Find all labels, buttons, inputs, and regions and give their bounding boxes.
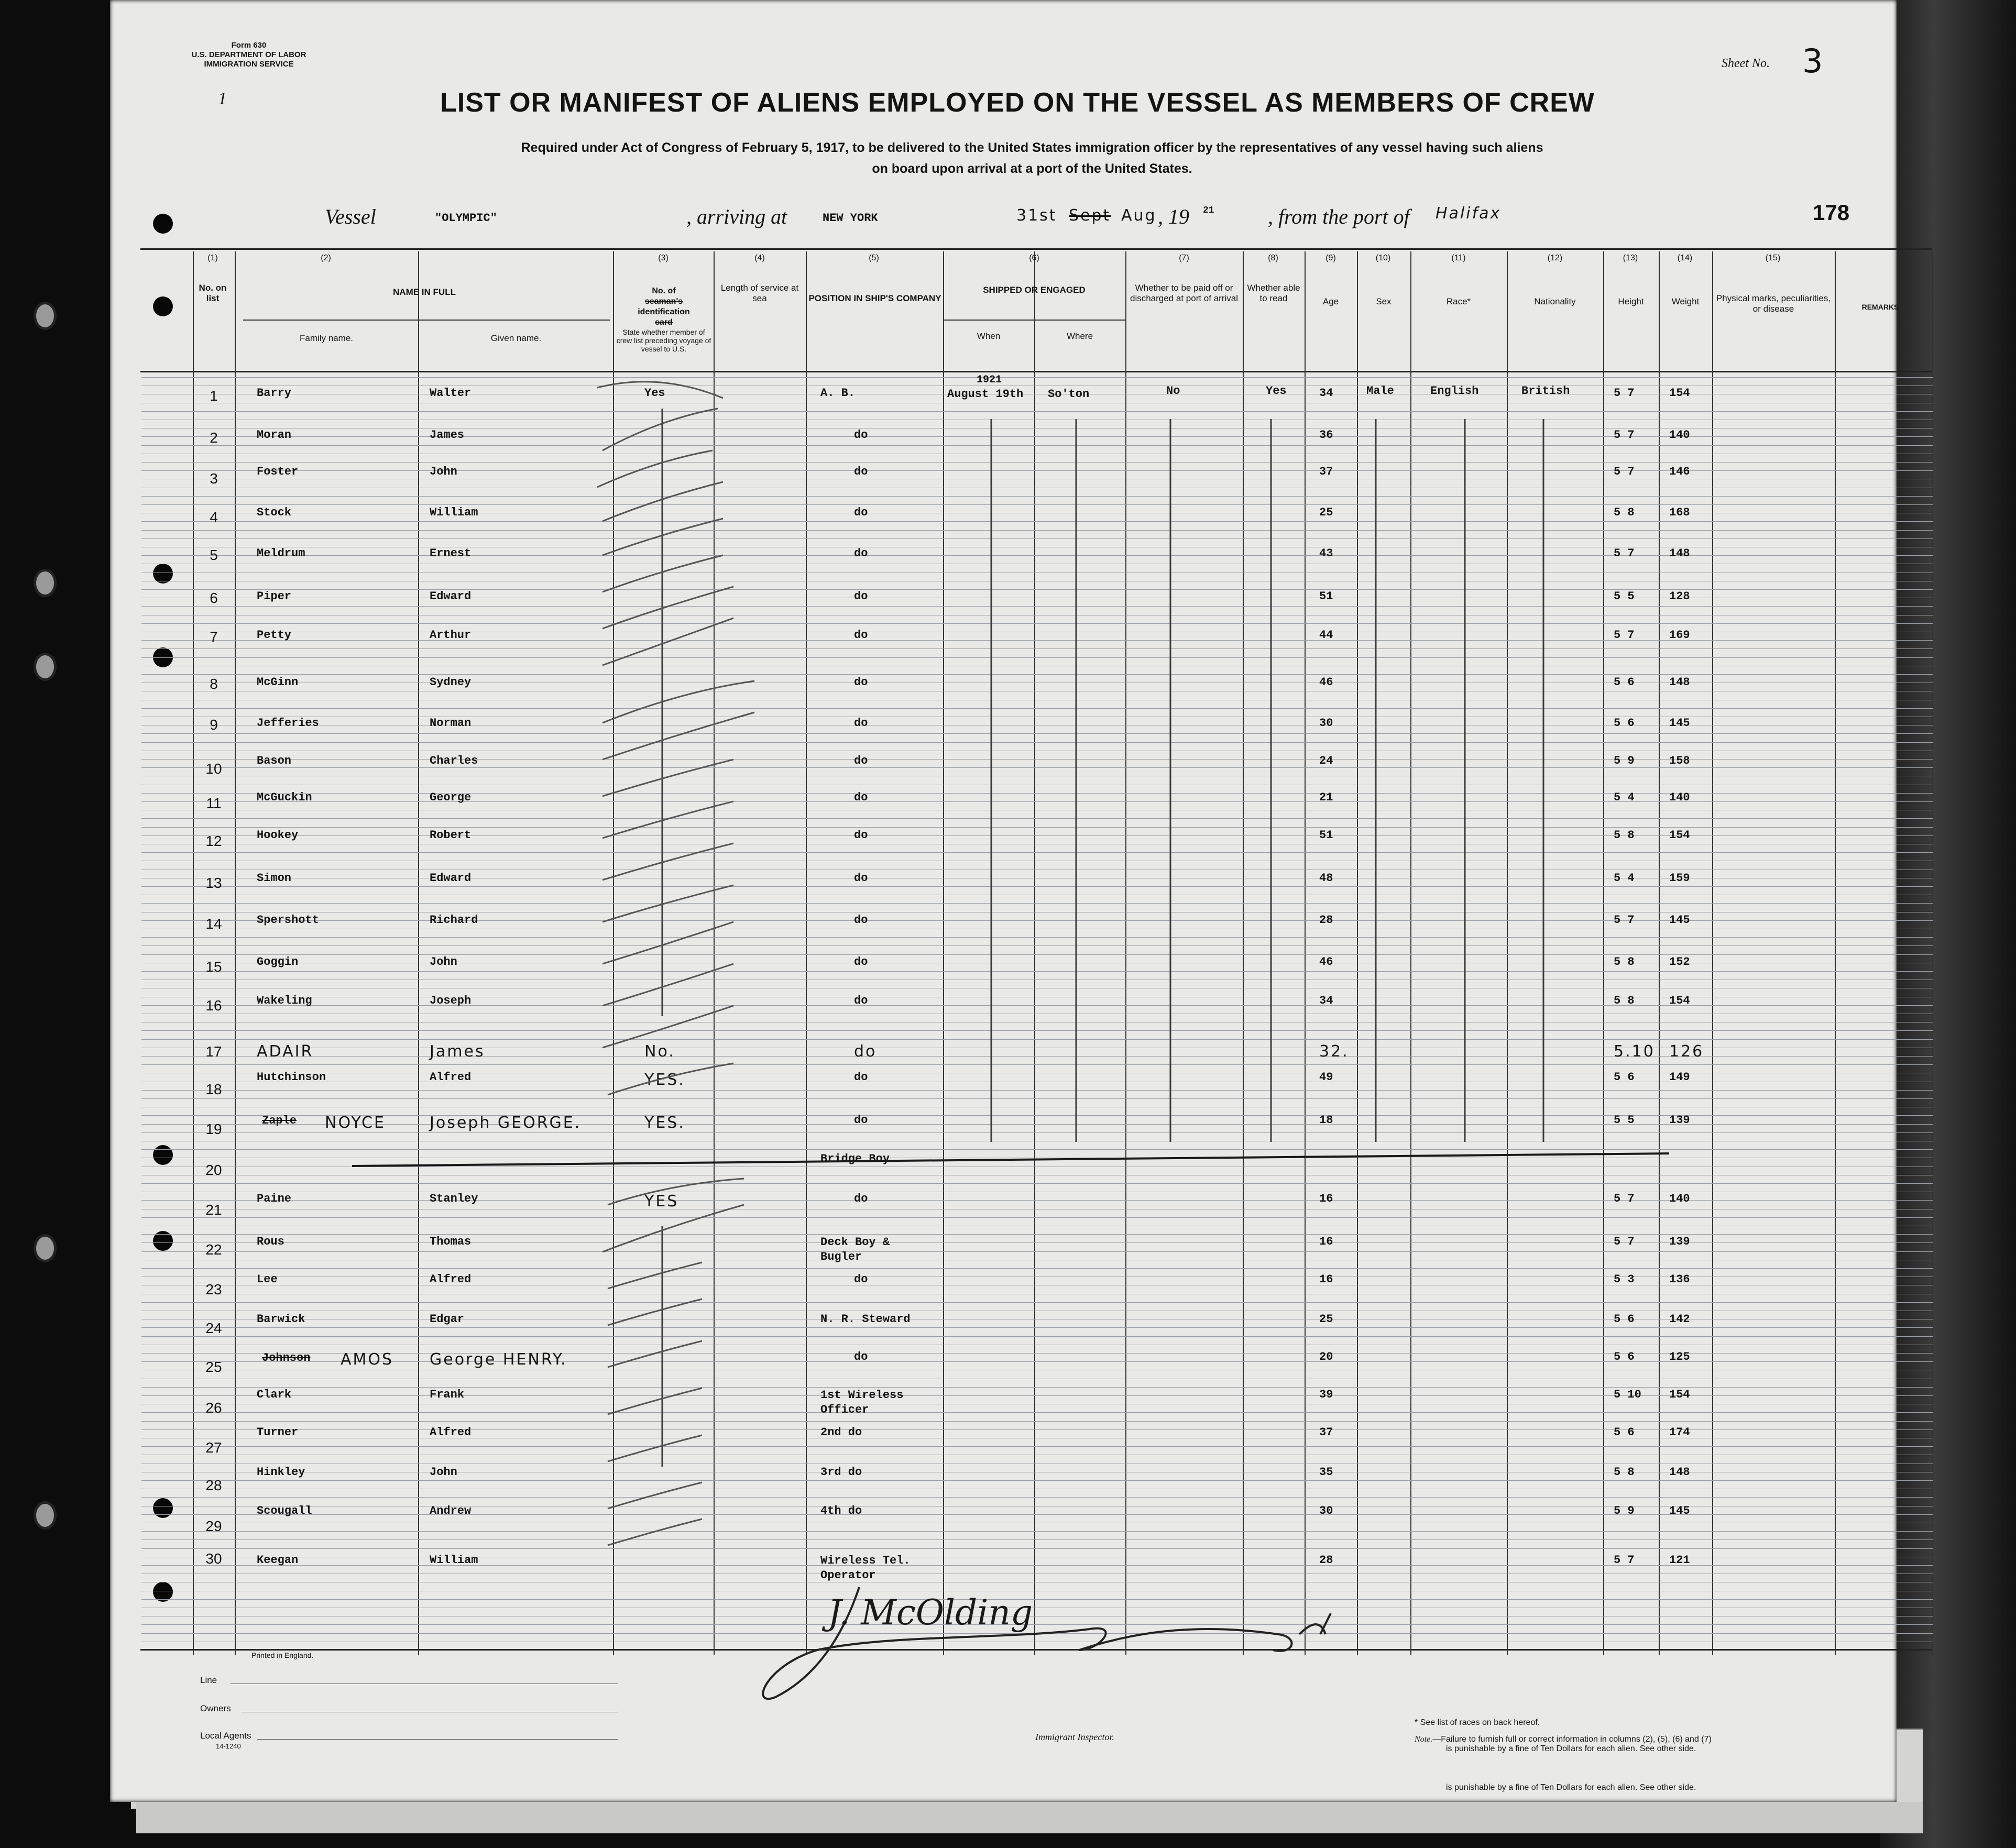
cell-height: 5 9	[1614, 754, 1635, 767]
cell-weight: 168	[1669, 506, 1690, 519]
header-able-to-read: Whether able to read	[1247, 283, 1300, 303]
cell-weight: 148	[1669, 547, 1690, 560]
cell-weight: 139	[1669, 1114, 1690, 1127]
cell-family: Paine	[257, 1192, 292, 1205]
row-number: 7	[210, 629, 218, 645]
cell-given: James	[430, 428, 465, 442]
cell-weight: 154	[1669, 994, 1690, 1007]
cell-given: Charles	[430, 754, 478, 767]
cell-position: do	[854, 1192, 868, 1205]
cell-age: 46	[1319, 955, 1333, 969]
ditto-lines	[662, 409, 1543, 1467]
cell-given: Edward	[430, 872, 472, 885]
cell-height: 5 7	[1614, 547, 1635, 560]
from-port: Halifax	[1436, 204, 1502, 223]
cell-position: do	[854, 791, 868, 804]
header-shipped: SHIPPED OR ENGAGED	[983, 285, 1086, 295]
arriving-port: NEW YORK	[823, 212, 878, 225]
row-number: 30	[205, 1550, 222, 1567]
cell-age: 25	[1319, 506, 1333, 519]
cell-age: 16	[1319, 1235, 1333, 1248]
cell-family: Scougall	[257, 1504, 312, 1517]
cell-height: 5 6	[1614, 1426, 1635, 1439]
cancellation-line	[352, 1153, 1669, 1166]
column-number: (1)	[207, 254, 218, 262]
cell-age: 39	[1319, 1388, 1333, 1401]
cell-family: Hinkley	[257, 1466, 305, 1479]
cell-given: George HENRY.	[430, 1350, 567, 1369]
cell-age: 46	[1319, 676, 1333, 689]
cell-height: 5 4	[1614, 872, 1635, 885]
date-day: 31st	[1016, 206, 1057, 225]
cell-weight: 140	[1669, 428, 1690, 442]
cell-given: John	[430, 955, 457, 969]
cell-height: 5.10	[1614, 1042, 1655, 1061]
sheet-label: Sheet No.	[1722, 57, 1770, 70]
cell-family: ADAIR	[257, 1042, 314, 1061]
footer-line-label: Line	[200, 1675, 217, 1685]
header-paid-off: Whether to be paid off or discharged at port of arrival	[1130, 283, 1238, 303]
cell-family: Clark	[257, 1388, 292, 1401]
footer-owners-label: Owners	[200, 1703, 231, 1713]
cell-family: Foster	[257, 465, 299, 478]
subtitle-line-2: on board upon arrival at a port of the United States.	[872, 161, 1192, 176]
cell-height: 5 6	[1614, 676, 1635, 689]
cell-family: Goggin	[257, 955, 299, 969]
cell-weight: 125	[1669, 1350, 1690, 1363]
cell-weight: 149	[1669, 1071, 1690, 1084]
row-number: 15	[205, 959, 222, 975]
cell-position: Wireless Tel. Operator	[820, 1554, 911, 1582]
cell-col3: No.	[644, 1042, 675, 1061]
cell-position: Bridge Boy	[820, 1152, 890, 1165]
cell-given: Thomas	[430, 1235, 472, 1248]
cell-family: Meldrum	[257, 547, 305, 560]
row1-where: So'ton	[1048, 388, 1090, 401]
col3-line-a: No. of	[652, 287, 676, 295]
cell-position: 1st Wireless Officer	[820, 1389, 904, 1416]
cell-position: 3rd do	[820, 1466, 862, 1479]
cell-height: 5 8	[1614, 829, 1635, 842]
cell-family: Lee	[257, 1273, 278, 1286]
cell-position: 2nd do	[820, 1426, 862, 1439]
cell-given: John	[430, 1466, 457, 1479]
cell-family: Barwick	[257, 1313, 305, 1326]
col3-struck-a: seaman's	[644, 297, 683, 306]
row-number: 24	[205, 1320, 222, 1336]
cell-age: 48	[1319, 872, 1333, 885]
cell-age: 51	[1319, 590, 1333, 603]
cell-family: Barry	[257, 387, 292, 400]
cell-height: 5 8	[1614, 994, 1635, 1007]
printed-in: Printed in England.	[251, 1651, 314, 1659]
col3-struck-b: identification	[638, 307, 690, 316]
cell-given: Frank	[430, 1388, 465, 1401]
cell-weight: 159	[1669, 872, 1690, 885]
cell-given: Robert	[430, 829, 472, 842]
cell-age: 32.	[1319, 1042, 1349, 1061]
cell-height: 5 7	[1614, 1192, 1635, 1205]
cell-position: do	[854, 465, 868, 478]
cell-position: do	[854, 872, 868, 885]
header-remarks: REMARKS	[1861, 303, 1899, 311]
cell-position: do	[854, 1042, 877, 1061]
cell-weight: 154	[1669, 829, 1690, 842]
row1-able-to-read: Yes	[1266, 384, 1287, 398]
struck-name-row25: Johnson	[262, 1351, 311, 1365]
note-line-3: is punishable by a fine of Ten Dollars for each alien. See other side.	[1446, 1783, 1696, 1792]
column-number: (10)	[1375, 254, 1391, 262]
form-number: Form 630	[231, 41, 267, 50]
row-number: 13	[205, 875, 222, 891]
row-number: 6	[210, 590, 218, 606]
column-number: (5)	[869, 254, 879, 262]
cell-given: Alfred	[430, 1426, 472, 1439]
vessel-name: "OLYMPIC"	[435, 212, 497, 225]
cell-family: Stock	[257, 506, 292, 519]
row-number: 19	[205, 1121, 222, 1137]
cell-given: Joseph	[430, 994, 472, 1007]
cell-weight: 154	[1669, 1388, 1690, 1401]
cell-position: do	[854, 506, 868, 519]
cell-position: do	[854, 754, 868, 767]
column-number: (6)	[1029, 254, 1039, 262]
row-number: 25	[205, 1359, 222, 1375]
check-marks	[597, 382, 754, 1545]
cell-weight: 140	[1669, 1192, 1690, 1205]
cell-weight: 158	[1669, 754, 1690, 767]
header-weight: Weight	[1671, 296, 1700, 306]
row-number: 28	[205, 1477, 222, 1493]
cell-height: 5 6	[1614, 1350, 1635, 1363]
cell-given: John	[430, 465, 457, 478]
cell-weight: 136	[1669, 1273, 1690, 1286]
cell-age: 44	[1319, 629, 1333, 642]
cell-height: 5 7	[1614, 629, 1635, 642]
cell-height: 5 7	[1614, 914, 1635, 927]
row-number: 16	[205, 997, 222, 1014]
row-number: 14	[205, 916, 222, 932]
row-number: 27	[205, 1439, 222, 1456]
cell-position: A. B.	[820, 387, 856, 400]
cell-height: 5 8	[1614, 506, 1635, 519]
cell-col3: Yes	[644, 387, 665, 400]
cell-age: 35	[1319, 1466, 1333, 1479]
footer-agents-label: Local Agents	[200, 1731, 251, 1741]
cell-given: William	[430, 1554, 478, 1567]
row1-paid-off: No	[1166, 384, 1180, 398]
row-number: 21	[205, 1202, 222, 1218]
cell-weight: 145	[1669, 1504, 1690, 1517]
cell-age: 21	[1319, 791, 1333, 804]
note-line-1: —Failure to furnish full or correct information in columns (2), (5), (6) and (7)	[1432, 1735, 1712, 1744]
cell-position: do	[854, 717, 868, 730]
cell-position: do	[854, 914, 868, 927]
footer-form-code: 14-1240	[216, 1742, 241, 1750]
column-number: (7)	[1179, 254, 1189, 262]
note-label: Note.	[1415, 1735, 1433, 1744]
cell-given: Ernest	[430, 547, 472, 560]
col3-bottom: State whether member of crew list preceding voyage of vessel to U.S.	[616, 328, 711, 353]
cell-weight: 126	[1669, 1042, 1704, 1061]
fine-note	[1415, 1735, 1897, 1754]
cell-position: do	[854, 1273, 868, 1286]
struck-name-row19: Zaple	[262, 1114, 297, 1127]
cell-family: Petty	[257, 629, 292, 642]
header-race: Race*	[1446, 296, 1471, 306]
row-number: 17	[205, 1043, 222, 1060]
cell-given: Sydney	[430, 676, 472, 689]
year-prefix: , 19	[1158, 205, 1189, 228]
cell-position: Deck Boy & Bugler	[820, 1236, 890, 1263]
header-no-on-list: No. on list	[199, 283, 227, 303]
cell-position: do	[854, 547, 868, 560]
header-given-name: Given name.	[490, 333, 542, 343]
cell-weight: 140	[1669, 791, 1690, 804]
cell-position: do	[854, 629, 868, 642]
cell-family: Simon	[257, 872, 292, 885]
cell-weight: 152	[1669, 955, 1690, 969]
row-number: 8	[210, 676, 218, 692]
cell-given: James	[430, 1042, 485, 1061]
cell-height: 5 7	[1614, 387, 1635, 400]
cell-position: do	[854, 676, 868, 689]
row1-nationality: British	[1521, 384, 1570, 398]
row1-when-year: 1921	[977, 374, 1002, 386]
row-number: 12	[205, 833, 222, 849]
arriving-label: , arriving at	[686, 205, 787, 228]
cell-age: 18	[1319, 1114, 1333, 1127]
inspector-signature: J. McOlding	[828, 1592, 1033, 1633]
cell-weight: 169	[1669, 629, 1690, 642]
cell-age: 37	[1319, 465, 1333, 478]
cell-family: Spershott	[257, 914, 319, 927]
cell-given: Richard	[430, 914, 478, 927]
header-family-name: Family name.	[299, 333, 354, 343]
cell-height: 5 4	[1614, 791, 1635, 804]
document-title: LIST OR MANIFEST OF ALIENS EMPLOYED ON THE VESSEL AS MEMBERS OF CREW	[440, 87, 1595, 118]
cell-weight: 121	[1669, 1554, 1690, 1567]
column-number: (15)	[1765, 254, 1781, 262]
header-when: When	[977, 331, 1001, 341]
cell-given: Andrew	[430, 1504, 472, 1517]
cell-given: George	[430, 791, 472, 804]
cell-given: Joseph GEORGE.	[430, 1114, 582, 1132]
cell-age: 30	[1319, 1504, 1333, 1517]
row-number: 1	[210, 388, 218, 404]
header-length-of-service: Length of service at sea	[720, 283, 799, 303]
note-line-2: is punishable by a fine of Ten Dollars for each alien. See other side.	[1446, 1744, 1696, 1753]
cell-position: do	[854, 1071, 868, 1084]
cell-age: 28	[1319, 1554, 1333, 1567]
cell-position: do	[854, 428, 868, 442]
cell-age: 24	[1319, 754, 1333, 767]
cell-age: 16	[1319, 1273, 1333, 1286]
row-number: 10	[205, 761, 222, 777]
header-height: Height	[1618, 296, 1644, 306]
immigrant-inspector-label: Immigrant Inspector.	[1035, 1732, 1114, 1742]
race-note: * See list of races on back hereof.	[1415, 1718, 1540, 1727]
cell-position: do	[854, 955, 868, 969]
year-suffix: 21	[1203, 205, 1214, 216]
header-sex: Sex	[1376, 296, 1392, 306]
cell-col3: YES.	[644, 1114, 685, 1132]
cell-height: 5 8	[1614, 955, 1635, 969]
cell-given: Alfred	[430, 1071, 472, 1084]
cell-family: Hutchinson	[257, 1071, 326, 1084]
row1-race: English	[1430, 384, 1479, 398]
row-number: 9	[210, 717, 218, 733]
column-number: (9)	[1325, 254, 1336, 262]
cell-height: 5 5	[1614, 1114, 1635, 1127]
cell-family: Bason	[257, 754, 292, 767]
corner-mark: 1	[218, 89, 227, 108]
cell-given: Alfred	[430, 1273, 472, 1286]
cell-position: do	[854, 994, 868, 1007]
cell-col3: YES.	[644, 1071, 685, 1089]
row-number: 2	[210, 430, 218, 446]
column-number: (8)	[1268, 254, 1278, 262]
row-number: 20	[205, 1162, 222, 1178]
cell-height: 5 6	[1614, 717, 1635, 730]
column-number: (14)	[1677, 254, 1693, 262]
from-label: , from the port of	[1268, 205, 1410, 228]
cell-height: 5 9	[1614, 1504, 1635, 1517]
cell-height: 5 6	[1614, 1071, 1635, 1084]
row-number: 22	[205, 1241, 222, 1258]
cell-position: do	[854, 829, 868, 842]
header-nationality: Nationality	[1534, 296, 1576, 306]
cell-family: McGuckin	[257, 791, 312, 804]
cell-age: 34	[1319, 387, 1333, 400]
row-number: 29	[205, 1518, 222, 1534]
vessel-label: Vessel	[325, 205, 376, 228]
cell-weight: 128	[1669, 590, 1690, 603]
row1-sex: Male	[1366, 384, 1394, 398]
date-month: Aug	[1121, 206, 1157, 225]
header-position: POSITION IN SHIP'S COMPANY	[808, 293, 941, 303]
cell-family: AMOS	[341, 1350, 394, 1369]
cell-family: Jefferies	[257, 717, 319, 730]
cell-age: 36	[1319, 428, 1333, 442]
cell-position: do	[854, 1114, 868, 1127]
column-number: (2)	[321, 254, 331, 262]
cell-weight: 146	[1669, 465, 1690, 478]
cell-height: 5 10	[1614, 1388, 1641, 1401]
cell-height: 5 7	[1614, 1554, 1635, 1567]
cell-weight: 148	[1669, 1466, 1690, 1479]
header-physical-marks: Physical marks, peculiarities, or disease	[1716, 293, 1831, 314]
cell-weight: 142	[1669, 1313, 1690, 1326]
cell-given: Stanley	[430, 1192, 478, 1205]
subtitle-line-1: Required under Act of Congress of February 5, 1917, to be delivered to the United States immigration officer by the representatives of any vessel having such aliens	[521, 140, 1543, 155]
cell-age: 28	[1319, 914, 1333, 927]
row-number: 5	[210, 547, 218, 563]
cell-weight: 139	[1669, 1235, 1690, 1248]
cell-family: NOYCE	[325, 1114, 386, 1132]
department: U.S. DEPARTMENT OF LABOR	[191, 50, 306, 59]
cell-age: 20	[1319, 1350, 1333, 1363]
cell-height: 5 7	[1614, 465, 1635, 478]
col3-struck-c: card	[655, 318, 673, 327]
cell-height: 5 7	[1614, 428, 1635, 442]
cell-position: do	[854, 1350, 868, 1363]
column-number: (3)	[658, 254, 669, 262]
cell-age: 25	[1319, 1313, 1333, 1326]
cell-given: Edgar	[430, 1313, 465, 1326]
row-number: 23	[205, 1281, 222, 1297]
row-number: 26	[205, 1400, 222, 1416]
cell-family: McGinn	[257, 676, 299, 689]
cell-height: 5 3	[1614, 1273, 1635, 1286]
cell-col3: YES	[644, 1192, 679, 1211]
cell-age: 30	[1319, 717, 1333, 730]
cell-family: Moran	[257, 428, 292, 442]
cell-given: William	[430, 506, 478, 519]
cell-family: Piper	[257, 590, 292, 603]
cell-height: 5 5	[1614, 590, 1635, 603]
cell-given: Edward	[430, 590, 472, 603]
row-number: 11	[206, 795, 222, 811]
date-struck: Sept	[1069, 206, 1111, 225]
cell-position: N. R. Steward	[820, 1313, 911, 1326]
cell-weight: 154	[1669, 387, 1690, 400]
cell-age: 34	[1319, 994, 1333, 1007]
cell-weight: 145	[1669, 717, 1690, 730]
cell-given: Norman	[430, 717, 472, 730]
cell-given: Arthur	[430, 629, 472, 642]
cell-family: Turner	[257, 1426, 299, 1439]
cell-family: Hookey	[257, 829, 299, 842]
column-number: (13)	[1623, 254, 1638, 262]
cell-family: Wakeling	[257, 994, 312, 1007]
footer-agents-rule	[257, 1739, 618, 1740]
column-number: (12)	[1547, 254, 1563, 262]
cell-age: 37	[1319, 1426, 1333, 1439]
cell-age: 43	[1319, 547, 1333, 560]
cell-age: 49	[1319, 1071, 1333, 1084]
column-number: (11)	[1451, 254, 1466, 262]
cell-age: 51	[1319, 829, 1333, 842]
header-age: Age	[1322, 296, 1339, 306]
header-where: Where	[1066, 331, 1093, 341]
row-number: 3	[210, 470, 218, 487]
page-number: 178	[1813, 200, 1850, 225]
cell-height: 5 6	[1614, 1313, 1635, 1326]
row-number: 18	[205, 1081, 222, 1097]
cell-family: Keegan	[257, 1554, 299, 1567]
cell-weight: 174	[1669, 1426, 1690, 1439]
cell-position: do	[854, 590, 868, 603]
cell-given: Walter	[430, 387, 472, 400]
sheet-number: 3	[1802, 42, 1823, 80]
row-number: 4	[210, 509, 218, 525]
cell-age: 16	[1319, 1192, 1333, 1205]
cell-weight: 145	[1669, 914, 1690, 927]
cell-height: 5 8	[1614, 1466, 1635, 1479]
cell-family: Rous	[257, 1235, 284, 1248]
cell-height: 5 7	[1614, 1235, 1635, 1248]
row1-when: August 19th	[947, 388, 1024, 401]
column-number: (4)	[754, 254, 765, 262]
service: IMMIGRATION SERVICE	[204, 60, 294, 69]
header-name-in-full: NAME IN FULL	[393, 287, 456, 297]
cell-position: 4th do	[820, 1504, 862, 1517]
cell-weight: 148	[1669, 676, 1690, 689]
